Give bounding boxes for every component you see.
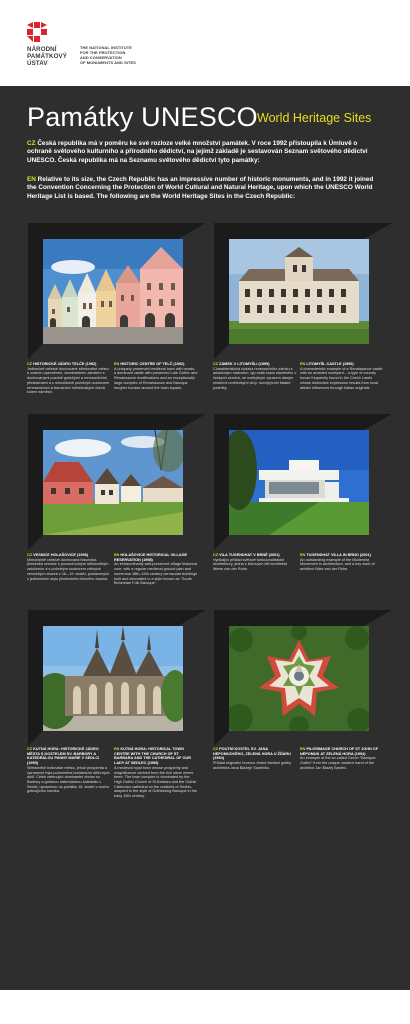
lang-label-cz: CZ [27, 140, 36, 147]
npu-logo-icon [27, 22, 49, 42]
lang-label-cz: CZ [27, 553, 33, 557]
site-caption-cz [27, 747, 111, 794]
intro-czech-text: Česká republika má v poměru ke své rozloze velké množství památek. V roce 1992 přistoupila k Úmluvě o ochraně světového kulturního a přírodního dědictví, na jejímž základě je sestavován Seznam světového dědictví UNESCO. Česká republika má na Seznamu světového dědictví tyto památky: [27, 140, 368, 164]
lang-label-en: EN [114, 747, 120, 751]
logo-sub-line: THE NATIONAL INSTITUTE [80, 45, 132, 50]
site-text-en: An example of the so-called Czech "Baroque-Gothic" from the unique creative hand of the architect Jan Blažej Santini. [300, 756, 377, 770]
site-text-cz: Vynikající příklad světové funkcionalistické architektury, jedna z klíčových děl architekta Miese van der Rohe. [213, 557, 288, 572]
site-title-cz: VILA TUGENDHAT V BRNĚ (2001) [219, 553, 280, 557]
lang-label-en: EN [300, 747, 306, 751]
lang-label-en: EN [300, 362, 306, 366]
site-title-en: KUTNÁ HORA: HISTORICAL TOWN CENTRE WITH THE CHURCH OF ST BARBARA AND THE CATHEDRAL OF OUR LADY AT SEDLEC (1995) [114, 747, 191, 766]
site-photo-frame [28, 610, 206, 746]
site-text-en: A medieval royal town whose prosperity and magnificence derived from the rich silver mines there. The town complex is dominated by the High Gothic Church of St Barbara and the Gothic Cistercian cathedral on the outskirts of Sedlec, adapted to the style of Gothicising Baroque in the early 18th century. [114, 765, 197, 799]
site-caption-cz [213, 553, 297, 572]
logo-sub-line: AND CONSERVATION [80, 54, 122, 60]
site-caption-en [300, 553, 384, 572]
site-caption-cz [213, 362, 297, 390]
site-photo-frame [214, 223, 392, 359]
lang-label-en: EN [27, 176, 36, 183]
logo-sub-line: FOR THE PROTECTION [80, 49, 126, 55]
page-subtitle: World Heritage Sites [257, 111, 372, 125]
litomysl-castle-photo [229, 239, 369, 344]
logo-name [27, 46, 77, 68]
site-text-cz: Středověké královské město, jehož prosperita a významné byla podmíněna bohatstvím stříbrných dolů. Celek zahrnující dominantní chrám sv. Barbory a gotickou cisterciáckou katedrálu v Sedlci, upravenou na počátku 18. století v duchu gotizujícího baroka. [27, 765, 110, 794]
site-text-en: An outstanding example of the Modernist Movement in architecture, and a key work of architect Mies van der Rohe. [300, 557, 375, 572]
site-title-en: TUGENDHAT VILLA IN BRNO (2001) [306, 553, 371, 557]
site-caption-en [300, 747, 384, 771]
intro-english [27, 176, 383, 201]
site-title-cz: KUTNÁ HORA: HISTORICKÉ JÁDRO MĚSTA S KOSTELEM SV. BARBORY A KATEDRÁLOU PANNY MARIE V SEDLCI (1995) [27, 747, 100, 766]
kutna-hora-cathedral-photo [43, 626, 183, 731]
tugendhat-villa-photo [229, 430, 369, 535]
lang-label-en: EN [300, 553, 306, 557]
intro-czech [27, 140, 383, 165]
site-caption-cz [27, 553, 111, 581]
lang-label-cz: CZ [27, 362, 33, 366]
site-text-cz: Charakteristická ukázka renesančního zámku s arkádovým nádvořím, typ sídla často stavěného v českých zemích, se svébytným výrazem daným místními uměleckými vlivy, rozvíjejícími italské podněty. [213, 366, 297, 390]
site-photo-frame [28, 223, 206, 359]
site-text-en: An extraordinarily well-preserved village historical core, with a regular medieval ground plan and numerous 18th–19th century vernacular buildings built and decorated in a style known as "South Bohemian Folk Baroque". [114, 562, 198, 586]
lang-label-cz: CZ [213, 747, 219, 751]
site-title-en: PILGRIMAGE CHURCH OF ST JOHN OF NEPOMUK AT ZELENÁ HORA (1994) [300, 747, 379, 756]
site-photo-frame [214, 610, 392, 746]
site-photo-frame [214, 414, 392, 550]
site-caption-en [114, 553, 198, 586]
institute-header [0, 0, 410, 86]
site-photo-frame [28, 414, 206, 550]
title-row [27, 100, 387, 136]
telc-square-photo [43, 239, 183, 344]
logo-subtitle [80, 46, 170, 66]
page-title: Památky UNESCO [27, 102, 258, 132]
site-title-en: LITOMYŠL CASTLE (1999) [306, 362, 354, 366]
lang-label-cz: CZ [213, 362, 219, 366]
lang-label-en: EN [114, 553, 120, 557]
logo-sub-line: OF MONUMENTS AND SITES [80, 59, 136, 65]
lang-label-cz: CZ [27, 747, 33, 751]
zelena-hora-church-photo [229, 626, 369, 731]
site-title-cz: VESNICE HOLAŠOVICE (1998) [33, 553, 88, 557]
site-text-en: A characteristic example of a Renaissance castle with an arcaded courtyard – a type of country house frequently found in the Czech Lands whose distinctive expression results from local artistic influences through Italian originals. [300, 366, 383, 390]
site-title-en: HOLAŠOVICE HISTORICAL VILLAGE RESERVATION (1998) [114, 553, 188, 562]
logo-name-line: PAMÁTKOVÝ [27, 53, 67, 61]
site-caption-en [114, 747, 198, 799]
holasovice-village-photo [43, 430, 183, 535]
site-text-cz: Jedinečně celistvé dochované středověké město s vodním opevněním, dominantním zámkem s dochovanými pozdně gotickými a renesančními přestavbami a s mimořádně početným souborem renesančních a barokních měšťanských domů kolem náměstí. [27, 366, 110, 395]
lang-label-cz: CZ [213, 553, 219, 557]
site-title-cz: ZÁMEK V LITOMYŠLI (1999) [219, 362, 270, 366]
site-caption-cz [213, 747, 297, 771]
site-text-en: A uniquely preserved medieval town with moats, a dominant castle with preserved Late Gothic and Renaissance modifications and an exceptionally large complex of Renaissance and Baroque burgher houses around the town square. [114, 366, 198, 390]
site-title-en: HISTORIC CENTRE OF TELČ (1992) [120, 362, 185, 366]
site-caption-en [114, 362, 198, 390]
logo-name-line: NÁRODNÍ [27, 46, 57, 53]
logo-name-line: ÚSTAV [27, 60, 48, 68]
site-caption-en [300, 362, 384, 390]
lang-label-en: EN [114, 362, 120, 366]
intro-english-text: Relative to its size, the Czech Republic has an impressive number of historic monuments, and in 1992 it joined the Convention Concerning the Protection of World Cultural and Natural Heritage, upon which the UNESCO World Heritage List is based. The following are the World Heritage Sites in the Czech Republic: [27, 176, 374, 200]
site-text-cz: Příklad originální invence české barokní gotiky architekta Jana Blažeje Santiniho. [213, 761, 292, 770]
site-title-cz: POUTNÍ KOSTEL SV. JANA NEPOMUCKÉHO, ZELENÁ HORA U ŽĎÁRU (1994) [213, 747, 291, 761]
site-caption-cz [27, 362, 111, 395]
site-text-cz: Mimořádně celistvě dochovaná historická jihočeská vesnice s pozoruhodným středověkým založením a s početným souborem zděných vesnických staveb z 18.–19. století, postavených v jedinečném stylu jihočeského lidového baroka. [27, 557, 110, 581]
site-title-cz: HISTORICKÉ JÁDRO TELČE (1992) [33, 362, 97, 366]
